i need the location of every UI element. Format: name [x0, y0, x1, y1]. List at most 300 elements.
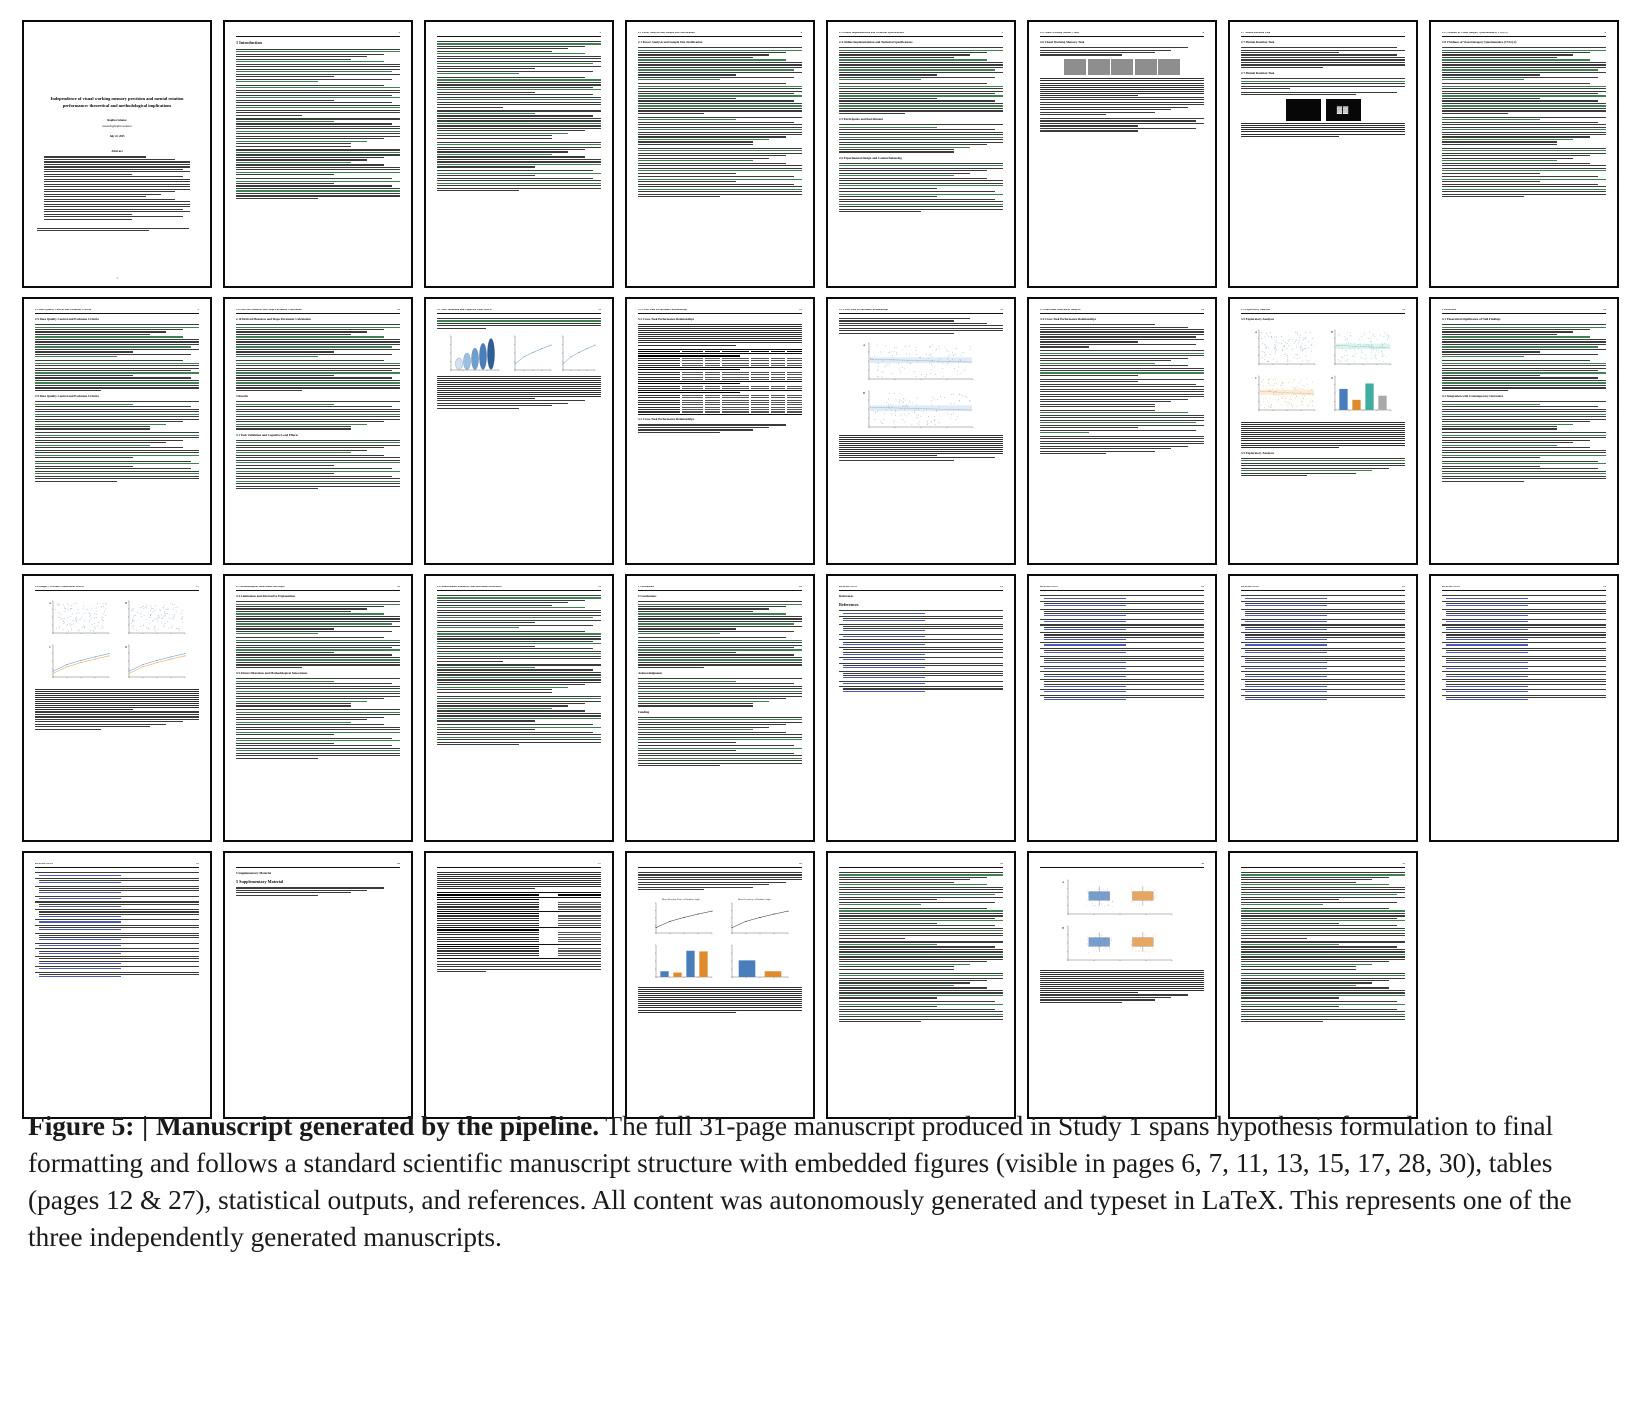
running-header: [1241, 586, 1405, 591]
table-cell: [638, 365, 680, 366]
manuscript-page-6[interactable]: [1027, 20, 1217, 288]
running-header: [236, 863, 400, 868]
table-cell: [787, 374, 802, 375]
manuscript-page-14[interactable]: [1027, 297, 1217, 565]
paragraph: [638, 717, 802, 743]
table-cell: [682, 397, 703, 398]
table-cell: [705, 402, 720, 403]
page-content: [839, 32, 1003, 277]
table-row: [437, 939, 601, 940]
section-heading: 4.4 Limitations and Alternative Explanations: [236, 593, 296, 598]
running-header: [236, 586, 400, 591]
table-column-header: [787, 351, 802, 352]
table-cell: [771, 363, 786, 364]
svg-text:B: B: [1062, 925, 1065, 930]
table-cell: [638, 404, 680, 405]
table-cell: [771, 411, 786, 412]
table-cell: [787, 377, 802, 378]
table-cell: [682, 379, 703, 380]
page-content: [1241, 32, 1405, 277]
reference-item: [1040, 601, 1204, 606]
table-row: [437, 937, 601, 938]
paragraph: [236, 149, 400, 175]
paragraph: [236, 678, 400, 706]
table-cell: [787, 386, 802, 387]
paragraph: [437, 631, 601, 662]
svg-text:Mean Reaction Time vs Rotation: Mean Reaction Time vs Rotation Angle: [662, 898, 700, 902]
manuscript-page-8[interactable]: [1429, 20, 1619, 288]
page-number: 8: [1604, 32, 1606, 34]
section-heading: 5 Supplementary Material: [236, 870, 271, 875]
table-cell: [682, 386, 703, 387]
data-table: [437, 892, 601, 958]
table-cell: [682, 374, 703, 375]
page-content: [1442, 309, 1606, 554]
table-cell: [751, 397, 769, 398]
section-heading: Acknowledgments: [638, 671, 663, 676]
table-cell: [751, 404, 769, 405]
manuscript-page-21[interactable]: [826, 574, 1016, 842]
paragraph: [1442, 148, 1606, 174]
stimulus-panel-2: [1088, 59, 1110, 75]
running-header-title: 2.8 Vividness of Visual Imagery Questionnaire (VVIQ-2): [1442, 32, 1508, 34]
running-header: [638, 32, 802, 37]
reference-item: [1442, 689, 1606, 692]
manuscript-page-10[interactable]: [223, 297, 413, 565]
page-number: 7: [1403, 32, 1405, 34]
table-section-header: [437, 913, 601, 914]
figure-mrt-stimuli: [1241, 98, 1405, 121]
paragraph: [1040, 379, 1204, 407]
table-cell: [787, 379, 802, 380]
page-content: [638, 586, 802, 831]
table-cell: [558, 923, 601, 924]
manuscript-page-31[interactable]: [1228, 851, 1418, 1119]
manuscript-page-27[interactable]: [424, 851, 614, 1119]
table-cell: [787, 365, 802, 366]
svg-text:D: D: [1331, 376, 1334, 381]
table-cell: [705, 386, 720, 387]
table-cell: [558, 941, 601, 942]
paragraph: [839, 191, 1003, 212]
page-number: 13: [1000, 309, 1003, 311]
table-row: [437, 909, 601, 910]
paragraph: [35, 711, 199, 730]
paragraph: [1241, 78, 1405, 89]
figure-caption-thumb: [437, 872, 601, 889]
page-content: [1040, 863, 1204, 1108]
page-number: 29: [1000, 863, 1003, 865]
reference-item: [839, 610, 1003, 613]
section-heading: 3.1 Task Validation and Cognitive Load Effects: [236, 432, 298, 437]
section-heading: 5 Supplementary Material: [236, 878, 284, 884]
table-cell: [751, 358, 769, 359]
running-header-title: 3.6 Imagery Vividness Moderation Effects: [35, 586, 84, 588]
running-header: [839, 309, 1003, 314]
manuscript-page-1[interactable]: [22, 20, 212, 288]
reference-item: [1442, 619, 1606, 622]
section-heading: References: [839, 601, 859, 607]
running-header: [437, 863, 601, 868]
manuscript-page-2[interactable]: [223, 20, 413, 288]
table-cell: [638, 374, 680, 375]
table-cell: [751, 360, 769, 361]
manuscript-page-30[interactable]: [1027, 851, 1217, 1119]
page-number: 17: [196, 586, 199, 588]
reference-item: [1442, 648, 1606, 653]
figure-caption-thumb: [1241, 123, 1405, 136]
manuscript-author: Replica Science: [107, 118, 127, 123]
table-cell: [787, 395, 802, 396]
table-cell: [705, 397, 720, 398]
paragraph: [1040, 47, 1204, 56]
reference-item: [839, 634, 1003, 637]
table-cell: [437, 920, 539, 921]
paragraph: [839, 124, 1003, 152]
table-cell: [722, 402, 750, 403]
section-heading: 4.5 Future Directions and Methodological Innovations: [236, 671, 308, 676]
table-cell: [705, 365, 720, 366]
section-heading: 3.2 Cross-Task Performance Relationships: [638, 316, 695, 321]
reference-item: [35, 878, 199, 883]
page-number: 22: [1201, 586, 1204, 588]
table-cell: [705, 409, 720, 410]
paragraph: [1241, 458, 1405, 477]
table-row: [638, 379, 802, 380]
table-cell: [771, 388, 786, 389]
page-number: 31: [1402, 863, 1405, 865]
running-header: [1442, 309, 1606, 314]
running-header-title: 3.2 Cross-Task Performance Relationships: [638, 309, 688, 311]
table-row: [437, 920, 601, 921]
section-heading: References: [839, 593, 854, 598]
manuscript-page-9[interactable]: [22, 297, 212, 565]
manuscript-page-5[interactable]: [826, 20, 1016, 288]
data-table: [638, 349, 802, 415]
running-header: [236, 32, 400, 37]
table-section-header: [638, 383, 802, 384]
manuscript-page-26[interactable]: [223, 851, 413, 1119]
table-cell: [787, 400, 802, 401]
running-header-title: REFERENCES: [1040, 586, 1058, 588]
figure-quad-moderation: [37, 595, 197, 687]
table-column-header: [558, 894, 601, 895]
svg-text:A: A: [49, 600, 52, 605]
table-cell: [771, 358, 786, 359]
svg-text:B: B: [1331, 330, 1334, 335]
table-cell: [682, 400, 703, 401]
paragraph: [1442, 461, 1606, 482]
page-number: 23: [1402, 586, 1405, 588]
reference-item: [1442, 671, 1606, 676]
table-row: [638, 360, 802, 361]
table-cell: [771, 374, 786, 375]
reference-item: [1442, 679, 1606, 687]
page-content: [638, 863, 802, 1108]
page-content: [35, 863, 199, 1108]
page-number: 3: [599, 32, 601, 34]
table-cell: [787, 402, 802, 403]
table-cell: [787, 407, 802, 408]
paragraph: [35, 432, 199, 458]
running-header: [1241, 309, 1405, 314]
paragraph: [236, 601, 400, 634]
manuscript-page-16[interactable]: [1429, 297, 1619, 565]
figure-quad-exploratory: [1243, 324, 1403, 420]
page-content: [1442, 32, 1606, 277]
paragraph: [1241, 973, 1405, 999]
running-header-title: 2.9 Data Quality Control and Exclusion Criteria: [35, 309, 92, 311]
reference-item: [1040, 595, 1204, 598]
table-cell: [771, 372, 786, 373]
running-header: [35, 863, 199, 868]
manuscript-page-4[interactable]: [625, 20, 815, 288]
table-cell: [771, 379, 786, 380]
figure-caption-thumb: [1040, 78, 1204, 95]
paragraph: [839, 318, 1003, 334]
reference-item: [1241, 595, 1405, 598]
section-heading: Funding: [638, 709, 650, 714]
paragraph: [638, 148, 802, 174]
page-content: [1241, 309, 1405, 554]
running-header: [1040, 586, 1204, 591]
table-row: [638, 365, 802, 366]
paragraph: [44, 156, 190, 219]
reference-item: [1241, 619, 1405, 622]
page-content: [437, 586, 601, 831]
manuscript-page-24[interactable]: [1429, 574, 1619, 842]
table-cell: [751, 363, 769, 364]
reference-item: [35, 901, 199, 906]
manuscript-page-7[interactable]: [1228, 20, 1418, 288]
page-content: [1241, 586, 1405, 831]
reference-item: [839, 616, 1003, 621]
table-cell: [437, 906, 539, 907]
table-section-header: [638, 355, 802, 356]
table-row: [437, 904, 601, 905]
manuscript-page-17[interactable]: [22, 574, 212, 842]
reference-item: [1442, 666, 1606, 669]
paragraph: [638, 83, 802, 114]
mrt-stimulus-panel-2: [1326, 99, 1361, 121]
section-heading: 3.4 Cross-Task Performance Relationships: [1040, 316, 1097, 321]
paragraph: [1040, 410, 1204, 434]
table-cell: [771, 404, 786, 405]
table-cell: [437, 941, 539, 942]
paragraph: [35, 461, 199, 482]
table-row: [437, 941, 601, 942]
table-cell: [771, 402, 786, 403]
table-cell: [787, 411, 802, 412]
table-cell: [751, 379, 769, 380]
reference-item: [1040, 656, 1204, 664]
table-row: [638, 404, 802, 405]
table-cell: [558, 934, 601, 935]
running-header: [1442, 32, 1606, 37]
reference-item: [839, 657, 1003, 660]
figure-boxplots: [1042, 872, 1202, 968]
manuscript-page-20[interactable]: [625, 574, 815, 842]
table-cell: [437, 923, 539, 924]
table-cell: [558, 909, 601, 910]
table-cell: [437, 915, 539, 916]
running-header: [839, 586, 1003, 591]
paragraph: [1442, 47, 1606, 80]
running-header-title: REFERENCES: [35, 863, 53, 865]
table-cell: [437, 950, 539, 951]
mrt-shape-glyph: ▓▓: [1336, 106, 1350, 115]
page-number: 6: [1202, 32, 1204, 34]
page-number: 26: [397, 863, 400, 865]
table-cell: [558, 918, 601, 919]
reference-item: [1040, 632, 1204, 640]
paragraph: [839, 872, 1003, 905]
page-content: [437, 32, 601, 277]
figure-caption-thumb: [1040, 970, 1204, 994]
table-section-header: [437, 929, 601, 930]
running-header-title: 4.3 Methodological Innovations and Rigor: [236, 586, 285, 588]
page-number: 28: [799, 863, 802, 865]
page-content: [839, 586, 1003, 831]
reference-item: [35, 896, 199, 899]
table-row: [638, 397, 802, 398]
paragraph: [236, 118, 400, 146]
table-cell: [705, 360, 720, 361]
paragraph: [1040, 350, 1204, 376]
paragraph: [1040, 324, 1204, 348]
table-cell: [722, 404, 750, 405]
manuscript-page-22[interactable]: [1027, 574, 1217, 842]
table-cell: [705, 400, 720, 401]
reference-item: [1241, 695, 1405, 700]
reference-item: [1040, 679, 1204, 687]
paragraph: [236, 637, 400, 668]
reference-item: [1442, 695, 1606, 700]
page-number: 12: [799, 309, 802, 311]
paragraph: [638, 424, 802, 433]
figure-separator: |: [142, 1110, 149, 1141]
running-header-title: 2.4 Online Implementation and Technical Specifications: [839, 32, 904, 34]
table-cell: [638, 409, 680, 410]
figure-caption-thumb: [437, 376, 601, 400]
paragraph: [236, 440, 400, 466]
running-header-title: REFERENCES: [839, 586, 857, 588]
table-cell: [558, 906, 601, 907]
table-cell: [705, 358, 720, 359]
reference-item: [839, 647, 1003, 655]
page-content: [35, 586, 199, 831]
page-content: [236, 863, 400, 1108]
paragraph: [1241, 1001, 1405, 1022]
paragraph: [236, 887, 400, 896]
page-number: 24: [1603, 586, 1606, 588]
reference-item: [1040, 695, 1204, 700]
reference-item: [1442, 656, 1606, 664]
table-cell: [751, 402, 769, 403]
page-content: [437, 863, 601, 1108]
table-cell: [705, 388, 720, 389]
table-row: [638, 374, 802, 375]
keywords: [37, 228, 197, 232]
manuscript-page-12[interactable]: [625, 297, 815, 565]
reference-item: [1241, 666, 1405, 669]
running-header-title: 5 Conclusions: [638, 586, 655, 588]
manuscript-page-29[interactable]: [826, 851, 1016, 1119]
table-cell: [558, 902, 601, 903]
reference-item: [1241, 648, 1405, 653]
page-content: [236, 309, 400, 554]
running-header: [236, 309, 400, 314]
table-column-header: [705, 351, 720, 352]
figure-stimulus-sequence: [1040, 59, 1204, 77]
table-cell: [751, 411, 769, 412]
manuscript-page-19[interactable]: [424, 574, 614, 842]
table-cell: [558, 937, 601, 938]
running-header: [839, 863, 1003, 868]
paragraph: [437, 110, 601, 138]
reference-item: [35, 972, 199, 977]
running-header: [437, 309, 601, 314]
reference-item: [1241, 632, 1405, 640]
running-header-title: REFERENCES: [1442, 586, 1460, 588]
table-cell: [705, 372, 720, 373]
table-cell: [771, 365, 786, 366]
running-header: [638, 586, 802, 591]
manuscript-page-13[interactable]: [826, 297, 1016, 565]
paragraph: [1241, 92, 1405, 96]
table-cell: [682, 372, 703, 373]
manuscript-page-15[interactable]: [1228, 297, 1418, 565]
abstract-text: [44, 156, 190, 219]
abstract-heading: Abstract: [111, 149, 123, 154]
table-cell: [638, 386, 680, 387]
table-section-header: [437, 899, 601, 900]
table-cell: [722, 372, 750, 373]
reference-item: [35, 966, 199, 969]
table-cell: [787, 363, 802, 364]
reference-item: [1040, 619, 1204, 622]
paragraph: [1040, 97, 1204, 116]
table-column-header: [751, 351, 769, 352]
manuscript-page-11[interactable]: [424, 297, 614, 565]
paragraph: [638, 872, 802, 891]
table-cell: [705, 363, 720, 364]
paragraph: [1040, 436, 1204, 455]
page-number: 1: [116, 277, 118, 280]
svg-text:D: D: [125, 644, 128, 649]
table-cell: [787, 372, 802, 373]
svg-text:A: A: [1255, 330, 1258, 335]
table-cell: [437, 939, 539, 940]
table-row: [638, 411, 802, 412]
reference-item: [1442, 595, 1606, 598]
paragraph: [1442, 324, 1606, 357]
manuscript-page-23[interactable]: [1228, 574, 1418, 842]
manuscript-page-28[interactable]: [625, 851, 815, 1119]
table-cell: [682, 395, 703, 396]
manuscript-page-18[interactable]: [223, 574, 413, 842]
reference-item: [35, 933, 199, 941]
manuscript-page-25[interactable]: [22, 851, 212, 1119]
paragraph: [1040, 118, 1204, 132]
paragraph: [35, 360, 199, 391]
manuscript-page-3[interactable]: [424, 20, 614, 288]
running-header: [638, 309, 802, 314]
table-cell: [751, 388, 769, 389]
table-cell: [558, 915, 601, 916]
table-cell: [638, 395, 680, 396]
table-row: [437, 906, 601, 907]
